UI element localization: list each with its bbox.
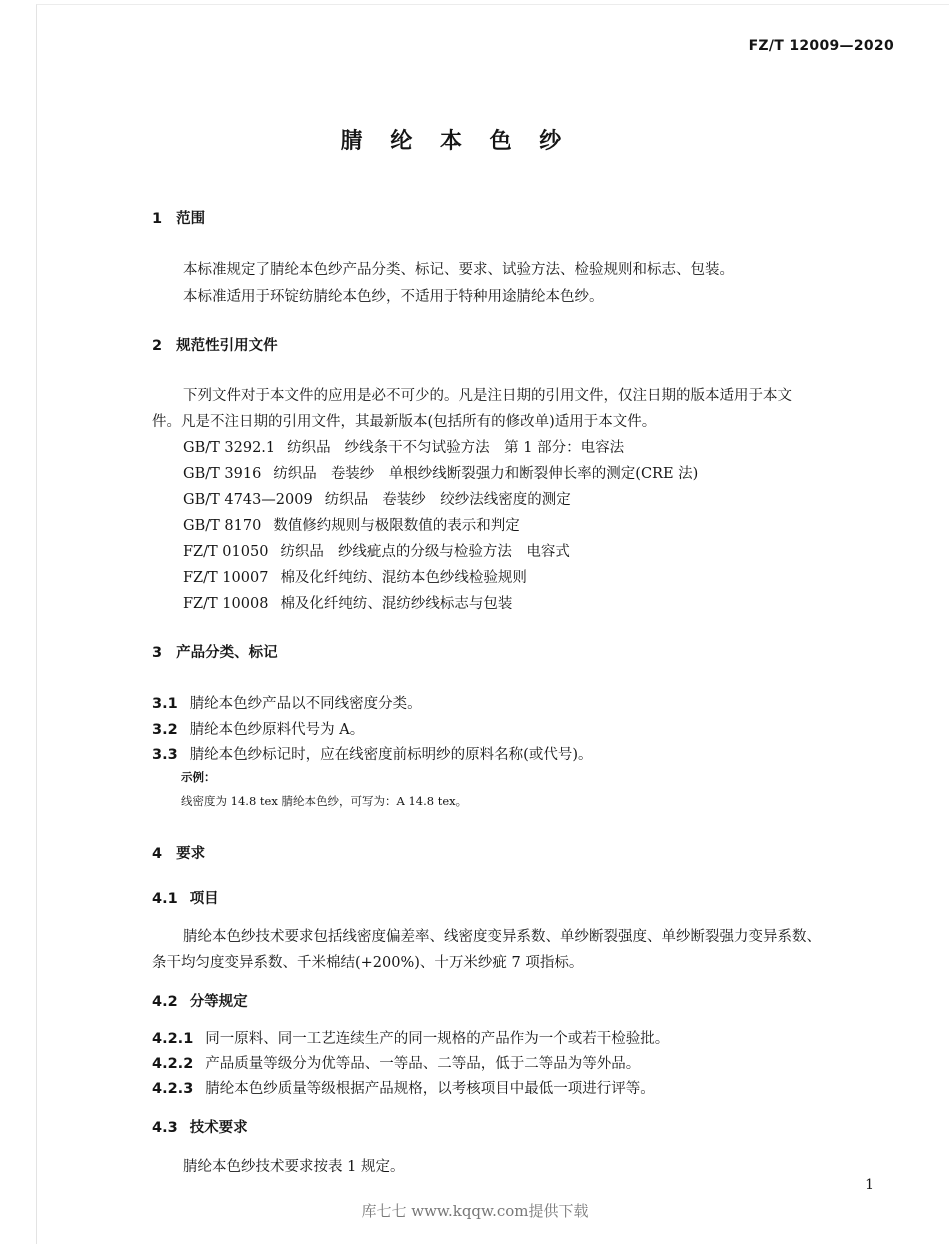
section-title: 范围: [176, 211, 206, 227]
page-number: 1: [865, 1177, 874, 1193]
reference-title: 棉及化纤纯纺、混纺本色纱线检验规则: [280, 570, 527, 586]
section-3-heading: [152, 641, 278, 662]
paragraph: 下列文件对于本文件的应用是必不可少的。凡是注日期的引用文件，仅注日期的版本适用于本文: [183, 388, 792, 404]
reference-title: 纱线疵点的分级与检验方法 电容式: [337, 544, 570, 560]
paragraph: 本标准规定了腈纶本色纱产品分类、标记、要求、试验方法、检验规则和标志、包装。: [183, 262, 734, 278]
reference-group: 纺织品: [287, 440, 331, 456]
section-2-heading: [152, 334, 278, 355]
reference-code: FZ/T 01050: [183, 544, 269, 560]
section-number: 3: [152, 645, 163, 661]
clause-number: 3.3: [152, 747, 178, 763]
clause-text: 产品质量等级分为优等品、一等品、二等品，低于二等品为等外品。: [205, 1056, 641, 1072]
clause-4-2-1: [152, 1027, 669, 1048]
standard-code: FZ/T 12009—2020: [748, 38, 894, 54]
reference-title: 卷装纱 绞纱法线密度的测定: [382, 492, 571, 508]
clause-number: 4.2: [152, 994, 178, 1010]
clause-3-1: [152, 692, 422, 713]
clause-text: 腈纶本色纱产品以不同线密度分类。: [189, 696, 422, 712]
clause-title: 技术要求: [189, 1120, 248, 1136]
reference-group: 纺织品: [324, 492, 369, 508]
clause-4-3-heading: [152, 1116, 248, 1137]
clause-text: 腈纶本色纱标记时，应在线密度前标明纱的原料名称(或代号)。: [189, 747, 593, 763]
clause-number: 3.1: [152, 696, 178, 712]
clause-title: 分等规定: [189, 994, 248, 1010]
paragraph: 腈纶本色纱技术要求按表 1 规定。: [183, 1159, 405, 1175]
example-text: 线密度为 14.8 tex 腈纶本色纱，可写为：A 14.8 tex。: [181, 794, 468, 808]
example-label: 示例：: [181, 770, 216, 784]
clause-4-2-heading: [152, 990, 248, 1011]
paragraph: 腈纶本色纱技术要求包括线密度偏差率、线密度变异系数、单纱断裂强度、单纱断裂强力变异系数、: [183, 929, 821, 945]
clause-4-1-heading: [152, 887, 219, 908]
reference-title: 纱线条干不匀试验方法 第 1 部分：电容法: [344, 440, 625, 456]
reference-item: [183, 514, 520, 535]
reference-code: FZ/T 10007: [183, 570, 269, 586]
clause-number: 4.3: [152, 1120, 178, 1136]
reference-item: [183, 462, 698, 483]
reference-item: [183, 592, 512, 613]
section-number: 2: [152, 338, 163, 354]
clause-text: 腈纶本色纱原料代号为 A。: [189, 722, 365, 738]
document-title: 腈 纶 本 色 纱: [340, 129, 572, 154]
reference-item: [183, 488, 571, 509]
paragraph: 件。凡是不注日期的引用文件，其最新版本(包括所有的修改单)适用于本文件。: [152, 414, 657, 430]
reference-group: 纺织品: [280, 544, 324, 560]
paragraph: 条干均匀度变异系数、千米棉结(+200%)、十万米纱疵 7 项指标。: [152, 955, 584, 971]
clause-number: 3.2: [152, 722, 178, 738]
reference-code: GB/T 8170: [183, 518, 262, 534]
clause-number: 4.1: [152, 891, 178, 907]
section-4-heading: [152, 842, 205, 863]
reference-item: [183, 566, 527, 587]
clause-title: 项目: [189, 891, 219, 907]
section-title: 要求: [176, 846, 206, 862]
clause-number: 4.2.1: [152, 1031, 194, 1047]
reference-title: 数值修约规则与极限数值的表示和判定: [273, 518, 520, 534]
clause-number: 4.2.2: [152, 1056, 194, 1072]
clause-text: 腈纶本色纱质量等级根据产品规格，以考核项目中最低一项进行评等。: [205, 1081, 655, 1097]
section-number: 4: [152, 846, 163, 862]
reference-code: GB/T 3916: [183, 466, 262, 482]
reference-title: 卷装纱 单根纱线断裂强力和断裂伸长率的测定(CRE 法): [330, 466, 699, 482]
clause-4-2-3: [152, 1077, 655, 1098]
clause-number: 4.2.3: [152, 1081, 194, 1097]
reference-item: [183, 436, 624, 457]
section-title: 产品分类、标记: [176, 645, 278, 661]
reference-code: GB/T 3292.1: [183, 440, 276, 456]
clause-3-3: [152, 743, 593, 764]
reference-title: 棉及化纤纯纺、混纺纱线标志与包装: [280, 596, 513, 612]
reference-code: FZ/T 10008: [183, 596, 269, 612]
section-1-heading: [152, 207, 205, 228]
reference-group: 纺织品: [273, 466, 317, 482]
clause-4-2-2: [152, 1052, 640, 1073]
reference-item: [183, 540, 570, 561]
clause-3-2: [152, 718, 364, 739]
clause-text: 同一原料、同一工艺连续生产的同一规格的产品作为一个或若干检验批。: [205, 1031, 670, 1047]
section-number: 1: [152, 211, 163, 227]
reference-code: GB/T 4743—2009: [183, 492, 313, 508]
paragraph: 本标准适用于环锭纺腈纶本色纱，不适用于特种用途腈纶本色纱。: [183, 289, 604, 305]
section-title: 规范性引用文件: [176, 338, 278, 354]
watermark-footer: 库七七 www.kqqw.com提供下载: [361, 1202, 589, 1220]
